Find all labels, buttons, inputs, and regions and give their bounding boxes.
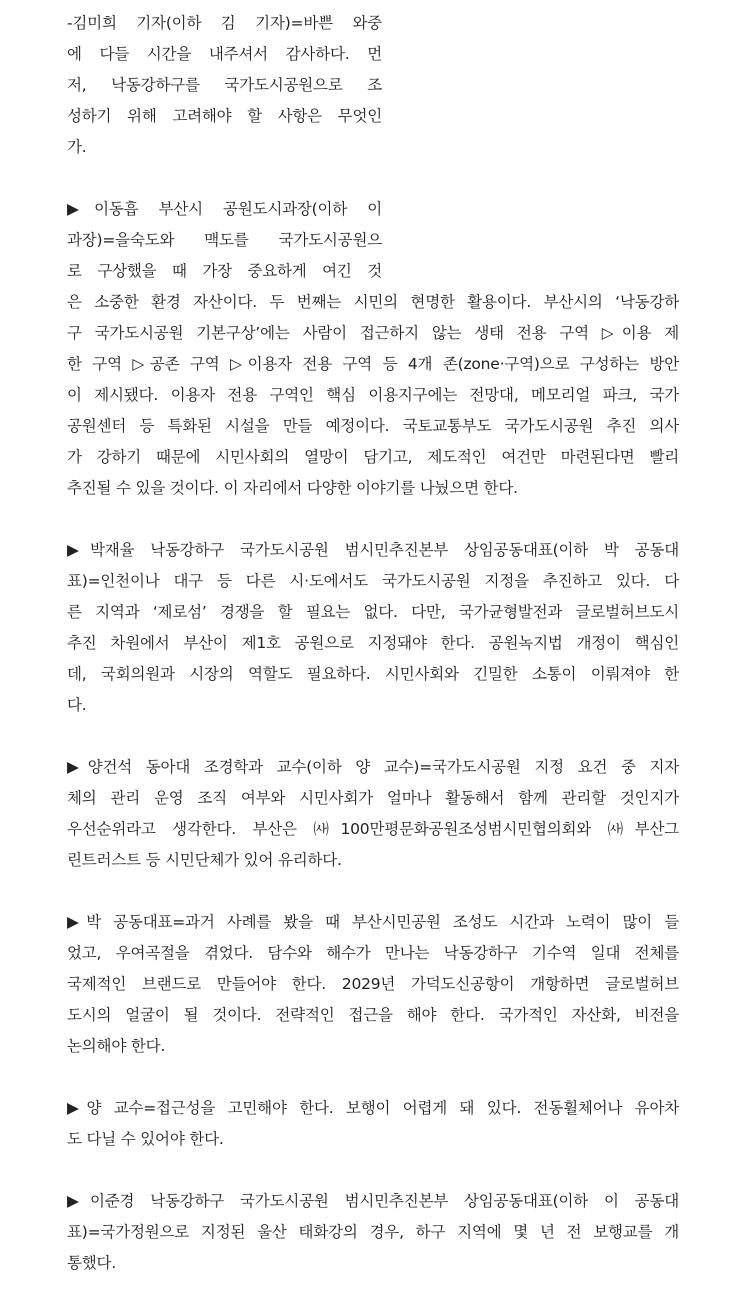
text-line: 저, 낙동강하구를 국가도시공원으로 조 — [67, 76, 382, 94]
text-line: -김미희 기자(이하 김 기자)=바쁜 와중 — [67, 14, 382, 32]
paragraph-spacer — [67, 1062, 679, 1093]
text-line: 국제적인 브랜드로 만들어야 한다. 2029년 가덕도신공항이 개항하면 글로벌허브 — [67, 975, 679, 993]
paragraph-spacer — [67, 504, 679, 535]
paragraph-1 — [67, 8, 679, 163]
paragraph-4 — [67, 752, 679, 876]
text-line: 린트러스트 등 시민단체가 있어 유리하다. — [67, 851, 342, 869]
text-line: 데, 국회의원과 시장의 역할도 필요하다. 시민사회와 긴밀한 소통이 이뤄져야 한 — [67, 665, 679, 683]
paragraph-7 — [67, 1186, 679, 1279]
text-line: 은 소중한 환경 자산이다. 두 번째는 시민의 현명한 활용이다. 부산시의 ‘낙동강하 — [67, 293, 679, 311]
paragraph-spacer — [67, 163, 679, 194]
text-line: ▶박재율 낙동강하구 국가도시공원 범시민추진본부 상임공동대표(이하 박 공동대 — [67, 541, 679, 559]
text-line: 성하기 위해 고려해야 할 사항은 무엇인 — [67, 107, 382, 125]
text-line: 었고, 우여곡절을 겪었다. 담수와 해수가 만나는 낙동강하구 기수역 일대 전체를 — [67, 944, 679, 962]
text-line: 표)=국가정원으로 지정된 울산 태화강의 경우, 하구 지역에 몇 년 전 보행교를 개 — [67, 1223, 679, 1241]
text-line: 른 지역과 ‘제로섬’ 경쟁을 할 필요는 없다. 다만, 국가균형발전과 글로벌허브도시 — [67, 603, 679, 621]
text-line: 도시의 얼굴이 될 것이다. 전략적인 접근을 해야 한다. 국가적인 자산화, 비전을 — [67, 1006, 679, 1024]
text-line: 표)=인천이나 대구 등 다른 시·도에서도 국가도시공원 지정을 추진하고 있다. 다 — [67, 572, 679, 590]
paragraph-spacer — [67, 876, 679, 907]
text-line: 우선순위라고 생각한다. 부산은 ㈔100만평문화공원조성범시민협의회와 ㈔부산그 — [67, 820, 679, 838]
text-line: 가. — [67, 138, 87, 156]
text-line: ▶양건석 동아대 조경학과 교수(이하 양 교수)=국가도시공원 지정 요건 중 지자 — [67, 758, 679, 776]
paragraph-spacer — [67, 1155, 679, 1186]
text-line: 다. — [67, 696, 87, 714]
paragraph-spacer — [67, 721, 679, 752]
paragraph-6 — [67, 1093, 679, 1155]
text-line: 구 국가도시공원 기본구상’에는 사람이 접근하지 않는 생태 전용 구역 ▷이용 제 — [67, 324, 679, 342]
text-line: 가 강하기 때문에 시민사회의 열망이 담기고, 제도적인 여건만 마련된다면 빨리 — [67, 448, 679, 466]
text-line: 이 제시됐다. 이용자 전용 구역인 핵심 이용지구에는 전망대, 메모리얼 파크, 국가 — [67, 386, 679, 404]
text-line: 체의 관리 운영 조직 여부와 시민사회가 얼마나 활동해서 함께 관리할 것인지가 — [67, 789, 679, 807]
text-line: ▶이준경 낙동강하구 국가도시공원 범시민추진본부 상임공동대표(이하 이 공동대 — [67, 1192, 679, 1210]
text-line: 에 다들 시간을 내주셔서 감사하다. 먼 — [67, 45, 382, 63]
text-line: ▶박 공동대표=과거 사례를 봤을 때 부산시민공원 조성도 시간과 노력이 많이 들 — [67, 913, 679, 931]
text-line: 추진 차원에서 부산이 제1호 공원으로 지정돼야 한다. 공원녹지법 개정이 핵심인 — [67, 634, 679, 652]
text-line: 통했다. — [67, 1254, 117, 1272]
text-line: ▶양 교수=접근성을 고민해야 한다. 보행이 어렵게 돼 있다. 전동휠체어나 유아차 — [67, 1099, 679, 1117]
text-line: 한 구역 ▷공존 구역 ▷이용자 전용 구역 등 4개 존(zone·구역)으로 구성하는 방안 — [67, 355, 679, 373]
text-line: 논의해야 한다. — [67, 1037, 166, 1055]
text-line: 추진될 수 있을 것이다. 이 자리에서 다양한 이야기를 나눴으면 한다. — [67, 479, 518, 497]
text-line: 공원센터 등 특화된 시설을 만들 예정이다. 국토교통부도 국가도시공원 추진 의사 — [67, 417, 679, 435]
paragraph-3 — [67, 535, 679, 721]
paragraph-5 — [67, 907, 679, 1062]
article-body — [67, 8, 679, 1279]
text-line: 로 구상했을 때 가장 중요하게 여긴 것 — [67, 262, 382, 280]
text-line: ▶이동흡 부산시 공원도시과장(이하 이 — [67, 200, 382, 218]
text-line: 도 다닐 수 있어야 한다. — [67, 1130, 224, 1148]
text-line: 과장)=을숙도와 맥도를 국가도시공원으 — [67, 231, 382, 249]
paragraph-2 — [67, 194, 679, 504]
